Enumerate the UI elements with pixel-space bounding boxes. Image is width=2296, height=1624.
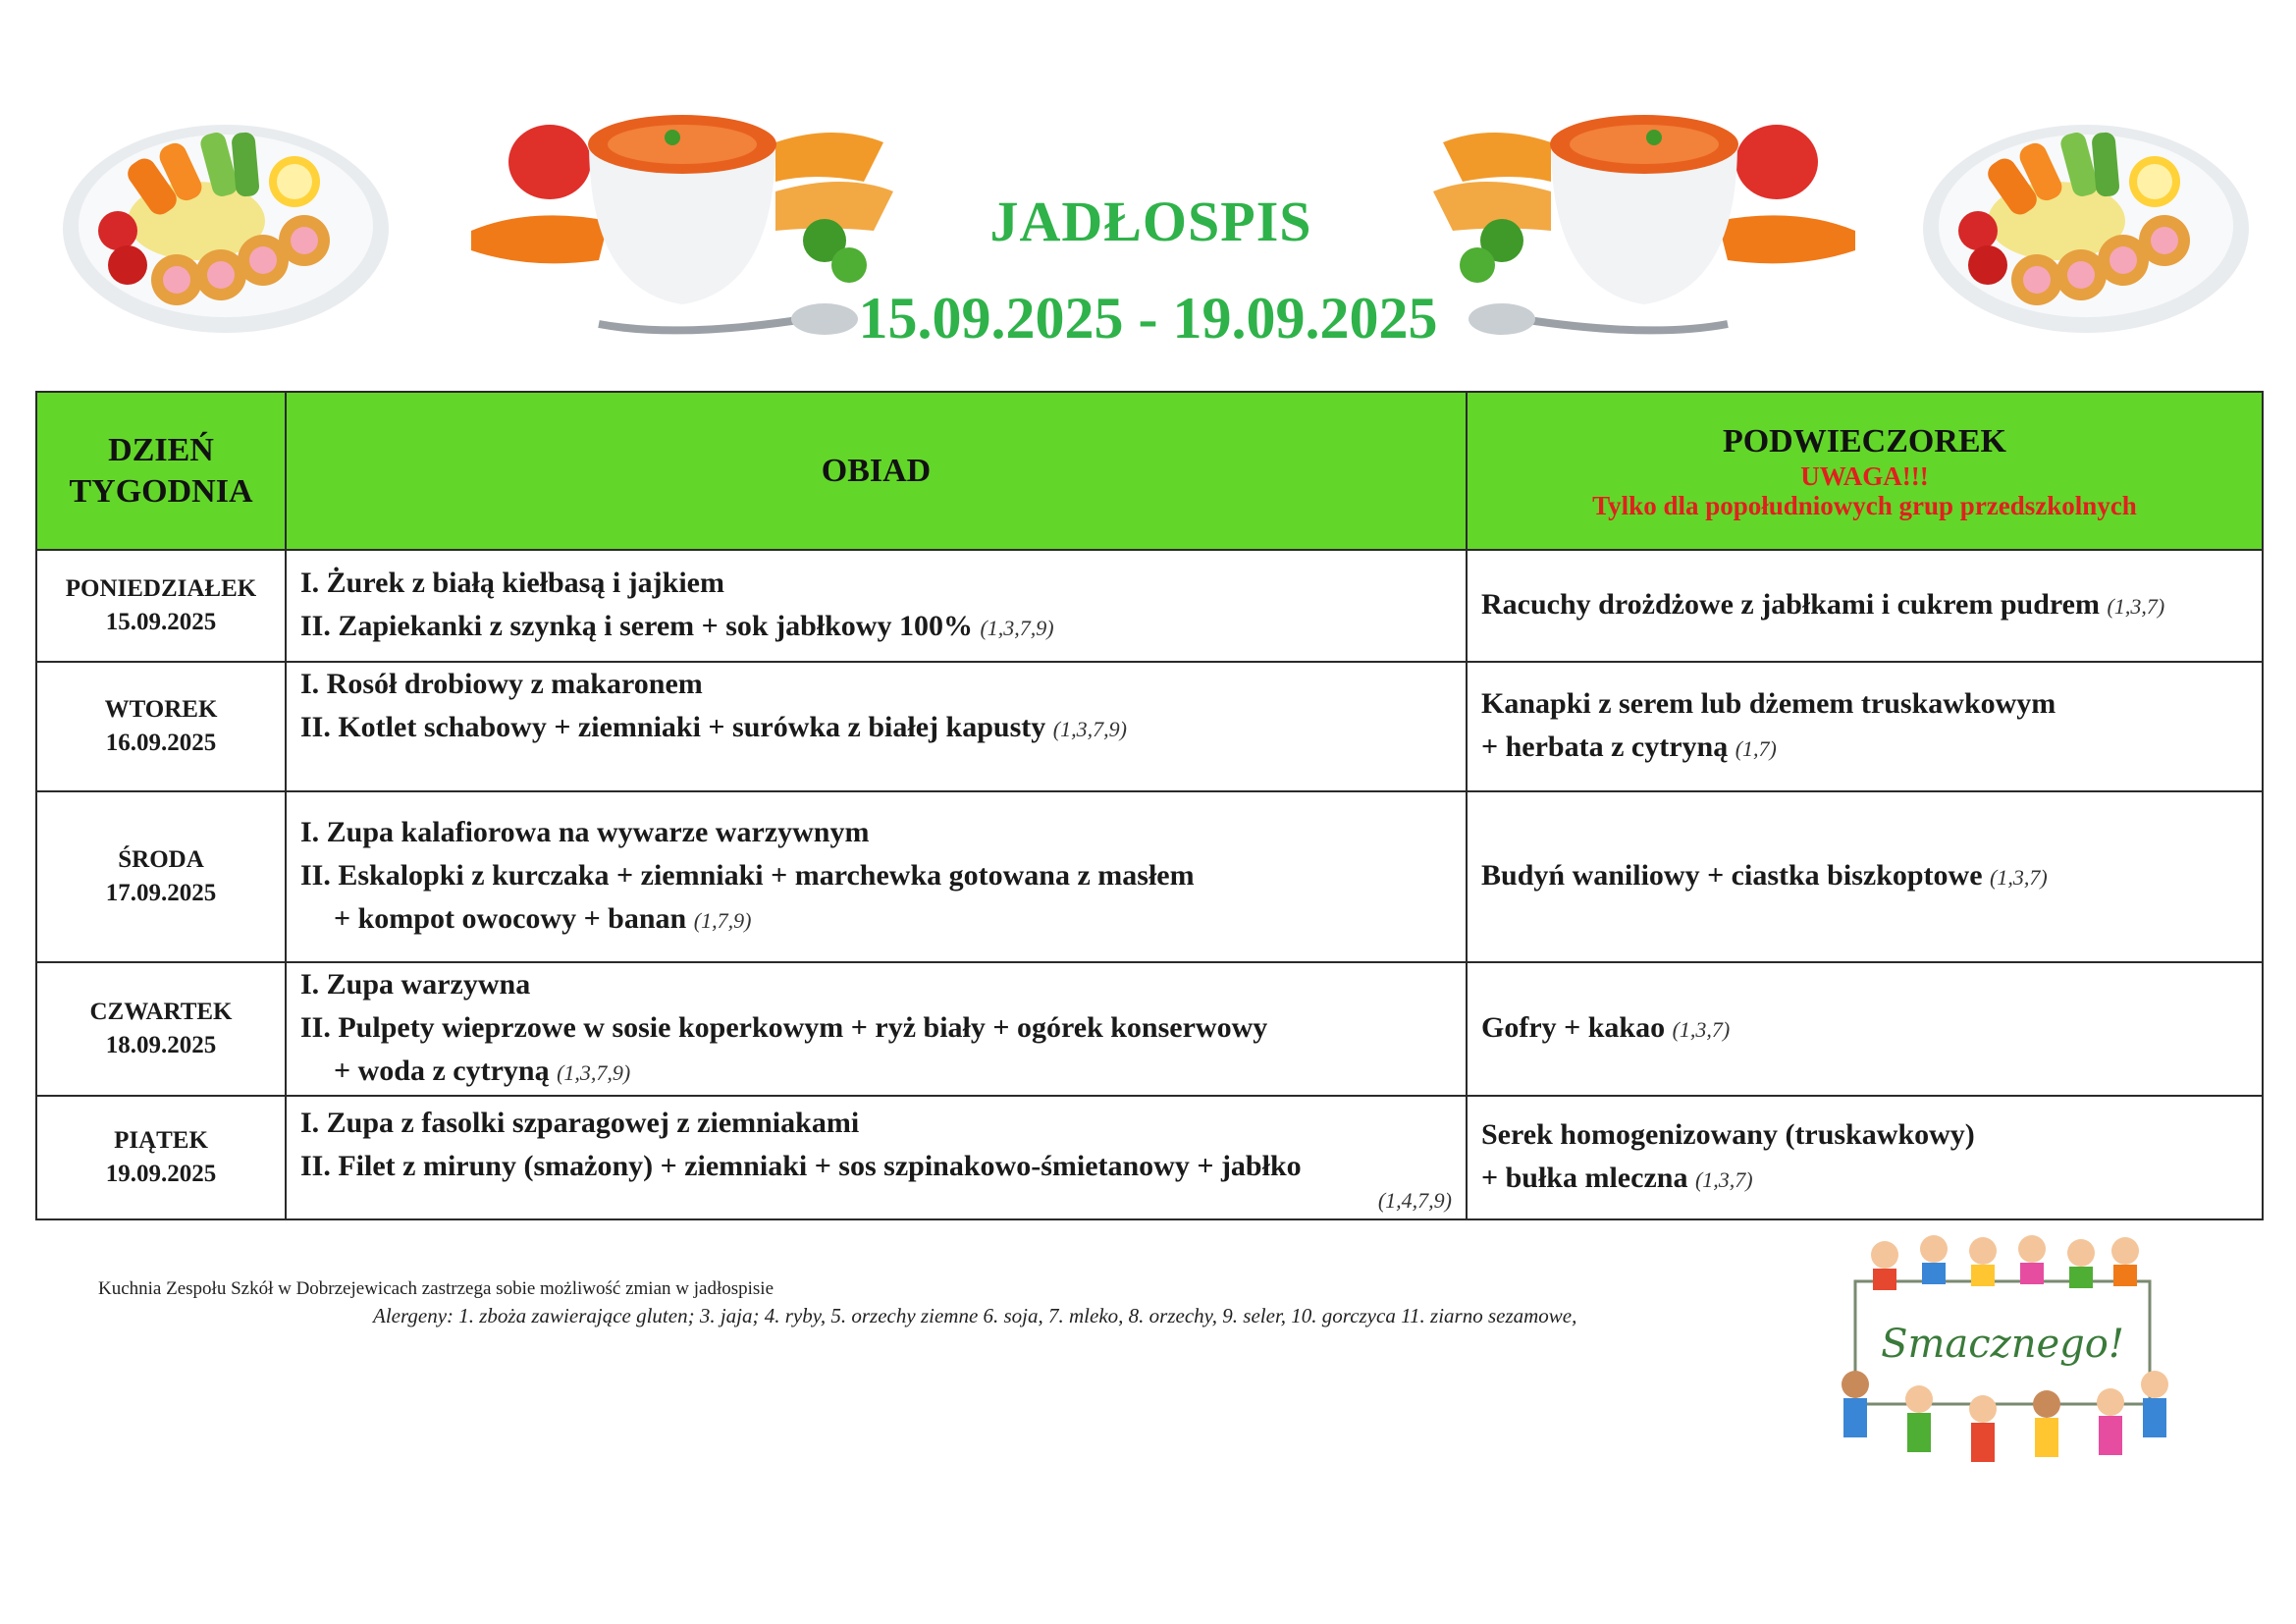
snack-line xyxy=(1481,854,2248,899)
lunch-line xyxy=(300,897,1452,943)
allergen-codes: (1,3,7,9) xyxy=(1052,717,1127,741)
lunch-text: II. Zapiekanki z szynką i serem + sok jabłkowy 100% xyxy=(300,610,973,642)
allergen-codes: (1,3,7) xyxy=(1672,1017,1731,1042)
snack-line xyxy=(1481,1157,2248,1202)
lunch-line: I. Żurek z białą kiełbasą i jajkiem xyxy=(300,567,724,599)
day-name: WTOREK xyxy=(104,696,218,723)
day-date: 18.09.2025 xyxy=(105,1032,217,1058)
allergen-codes: (1,4,7,9) xyxy=(1377,1188,1452,1213)
lunch-cell xyxy=(286,662,1467,791)
day-cell xyxy=(36,662,286,791)
snack-line xyxy=(1481,1006,2248,1052)
snack-cell xyxy=(1467,1096,2263,1219)
snack-text: + bułka mleczna xyxy=(1481,1162,1688,1194)
lunch-cell xyxy=(286,1096,1467,1219)
lunch-cell xyxy=(286,962,1467,1096)
lunch-line: I. Zupa z fasolki szparagowej z ziemniakami xyxy=(300,1107,860,1139)
lunch-line: I. Zupa kalafiorowa na wywarze warzywnym xyxy=(300,816,870,848)
lunch-line: II. Eskalopki z kurczaka + ziemniaki + marchewka gotowana z masłem xyxy=(300,859,1195,892)
lunch-cell xyxy=(286,550,1467,662)
lunch-line: II. Pulpety wieprzowe w sosie koperkowym + ryż biały + ogórek konserwowy xyxy=(300,1011,1268,1044)
snack-line xyxy=(1481,726,2248,771)
lunch-line: II. Filet z miruny (smażony) + ziemniaki + sos szpinakowo-śmietanowy + jabłko xyxy=(300,1150,1302,1182)
allergen-codes: (1,7,9) xyxy=(693,908,752,933)
header-day xyxy=(36,392,286,550)
lunch-cell xyxy=(286,791,1467,962)
day-cell xyxy=(36,1096,286,1219)
kitchen-note: Kuchnia Zespołu Szkół w Dobrzejewicach zastrzega sobie możliwość zmian w jadłospisie xyxy=(98,1278,774,1299)
day-date: 16.09.2025 xyxy=(105,730,217,756)
day-name: CZWARTEK xyxy=(89,999,233,1025)
table-row xyxy=(36,962,2263,1096)
kids-illustration xyxy=(1826,1227,2179,1468)
table-header-row xyxy=(36,392,2263,550)
day-date: 19.09.2025 xyxy=(105,1161,217,1187)
soup-illustration-right xyxy=(1355,103,1875,353)
table-row xyxy=(36,791,2263,962)
day-date: 17.09.2025 xyxy=(105,880,217,906)
day-name: ŚRODA xyxy=(118,846,204,873)
lunch-line: I. Zupa warzywna xyxy=(300,968,531,1001)
day-cell xyxy=(36,962,286,1096)
snack-text: Racuchy drożdżowe z jabłkami i cukrem pudrem xyxy=(1481,588,2100,621)
header-day-line1: DZIEŃ xyxy=(108,431,214,468)
snack-cell xyxy=(1467,662,2263,791)
snack-cell xyxy=(1467,791,2263,962)
lunch-line xyxy=(300,1050,1452,1095)
lunch-line: I. Rosół drobiowy z makaronem xyxy=(300,668,703,700)
day-cell xyxy=(36,791,286,962)
snack-text: Budyń waniliowy + ciastka biszkoptowe xyxy=(1481,859,1983,892)
header-lunch: OBIAD xyxy=(286,392,1467,550)
day-cell xyxy=(36,550,286,662)
date-range: 15.09.2025 - 19.09.2025 xyxy=(858,286,1438,351)
lunch-text: + kompot owocowy + banan xyxy=(334,902,687,935)
snack-cell xyxy=(1467,550,2263,662)
lunch-text: + woda z cytryną xyxy=(334,1055,550,1087)
day-date: 15.09.2025 xyxy=(105,609,217,635)
header-snack-warning: UWAGA!!! xyxy=(1800,461,1929,491)
snack-line: Kanapki z serem lub dżemem truskawkowym xyxy=(1481,687,2056,720)
lunch-line xyxy=(300,605,1452,650)
snack-line xyxy=(1481,583,2248,628)
header-day-line2: TYGODNIA xyxy=(69,472,253,510)
allergen-codes: (1,3,7,9) xyxy=(557,1060,631,1085)
allergen-codes: (1,3,7,9) xyxy=(980,616,1054,640)
allergen-codes: (1,3,7) xyxy=(1990,865,2048,890)
day-name: PONIEDZIAŁEK xyxy=(65,575,257,602)
sign-text: Smacznego! xyxy=(1881,1322,2124,1367)
snack-line: Serek homogenizowany (truskawkowy) xyxy=(1481,1118,1975,1151)
lunch-text: II. Kotlet schabowy + ziemniaki + surówka z białej kapusty xyxy=(300,711,1046,743)
snack-text: Gofry + kakao xyxy=(1481,1011,1666,1044)
header-snack xyxy=(1467,392,2263,550)
table-row xyxy=(36,1096,2263,1219)
lunch-line xyxy=(300,706,1452,751)
page-title: JADŁOSPIS xyxy=(989,189,1312,253)
plate-illustration-right xyxy=(1919,113,2253,339)
header-snack-note: Tylko dla popołudniowych grup przedszkolnych xyxy=(1592,491,2137,520)
snack-cell xyxy=(1467,962,2263,1096)
allergen-codes: (1,3,7) xyxy=(2107,594,2165,619)
allergen-legend: Alergeny: 1. zboża zawierające gluten; 3. jaja; 4. ryby, 5. orzechy ziemne 6. soja, 7. mleko, 8. orzechy, 9. seler, 10. gorczyca 11. ziarno sezamowe, xyxy=(373,1304,1577,1327)
day-name: PIĄTEK xyxy=(114,1127,208,1154)
header-snack-title: PODWIECZOREK xyxy=(1722,423,2007,460)
allergen-codes: (1,3,7) xyxy=(1694,1167,1753,1192)
table-row xyxy=(36,550,2263,662)
snack-text: + herbata z cytryną xyxy=(1481,731,1729,763)
allergen-codes: (1,7) xyxy=(1735,736,1777,761)
table-row xyxy=(36,662,2263,791)
menu-table xyxy=(35,391,2264,1220)
